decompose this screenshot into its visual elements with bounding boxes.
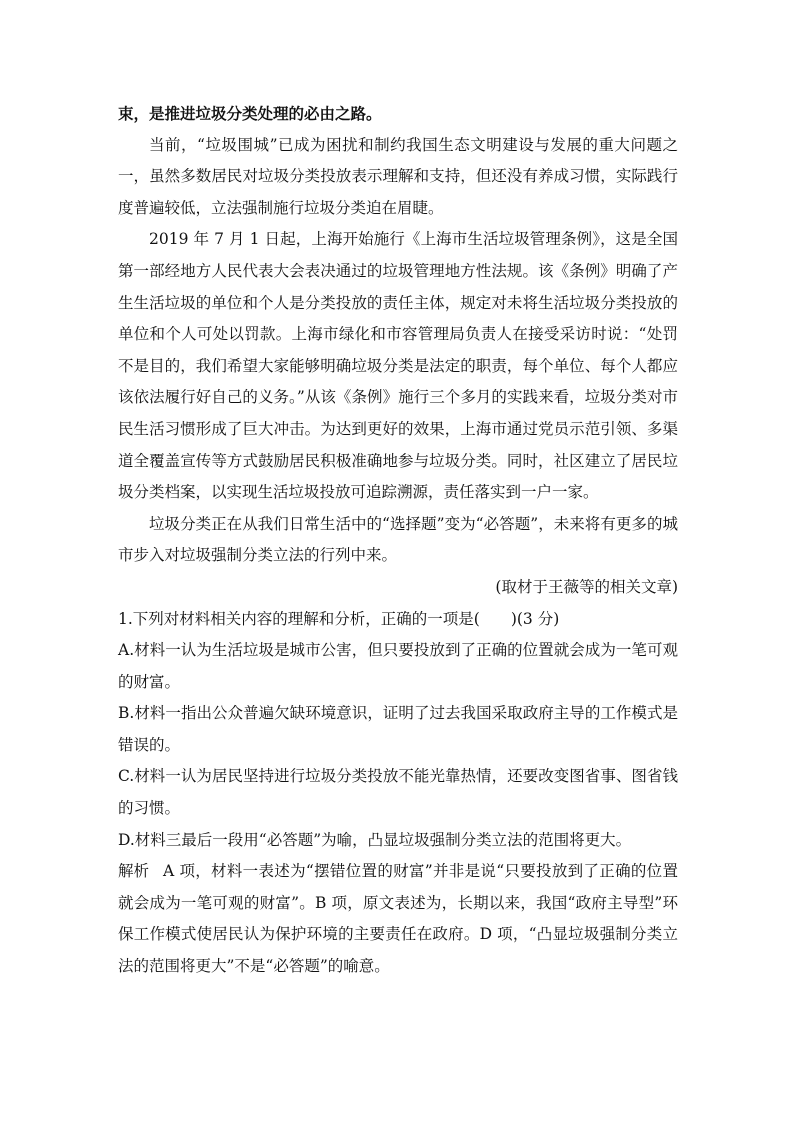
analysis-label: 解析 (118, 862, 150, 881)
option-d: D.材料三最后一段用“必答题”为喻，凸显垃圾强制分类立法的范围将更大。 (118, 830, 632, 849)
question-stem: 1.下列对材料相关内容的理解和分析，正确的一项是( )(3 分) (118, 609, 560, 628)
passage-paragraph-3: 2019 年 7 月 1 日起，上海开始施行《上海市生活垃圾管理条例》，这是全国第一部经地方人民代表大会表决通过的垃圾管理地方性法规。该《条例》明确了产生生活垃圾的单位和个人是分类投放的责任主体，规定对未将生活垃圾分类投放的单位和个人可处以罚款。上海市绿化和市容管理局负责人在接受采访时说：“处罚不是目的，我们希望大家能够明确垃圾分类是法定的职责，每个单位、每个人都应该依法履行好自己的义务。”从该《条例》施行三个多月的实践来看，垃圾分类对市民生活习惯形成了巨大冲击。为达到更好的效果，上海市通过党员示范引领、多渠道全覆盖宣传等方式鼓励居民积极准确地参与垃圾分类。同时，社区建立了居民垃圾分类档案，以实现生活垃圾投放可追踪溯源，责任落实到一户一家。 (118, 230, 678, 502)
passage-paragraph-4: 垃圾分类正在从我们日常生活中的“选择题”变为“必答题”，未来将有更多的城市步入对垃圾强制分类立法的行列中来。 (118, 514, 678, 565)
option-a: A.材料一认为生活垃圾是城市公害，但只要投放到了正确的位置就会成为一笔可观的财富。 (118, 641, 678, 691)
option-b: B.材料一指出公众普遍欠缺环境意识，证明了过去我国采取政府主导的工作模式是错误的。 (118, 704, 678, 754)
passage-paragraph-1: 束，是推进垃圾分类处理的必由之路。 (118, 104, 382, 123)
analysis (118, 856, 678, 982)
source-citation: (取材于王薇等的相关文章) (495, 577, 678, 596)
analysis-text: A 项，材料一表述为“摆错位置的财富”并非是说“只要投放到了正确的位置就会成为一笔可观的财富”。B 项，原文表述为，长期以来，我国“政府主导型”环保工作模式使居民认为保护环境的主要责任在政府。D 项，“凸显垃圾强制分类立法的范围将更大”不是“必答题”的喻意。 (118, 862, 678, 976)
passage-paragraph-2: 当前，“垃圾围城”已成为困扰和制约我国生态文明建设与发展的重大问题之一，虽然多数居民对垃圾分类投放表示理解和支持，但还没有养成习惯，实际践行度普遍较低，立法强制施行垃圾分类迫在眉睫。 (118, 135, 678, 217)
document-page (118, 98, 678, 983)
option-c: C.材料一认为居民坚持进行垃圾分类投放不能光靠热情，还要改变图省事、图省钱的习惯。 (118, 767, 678, 818)
